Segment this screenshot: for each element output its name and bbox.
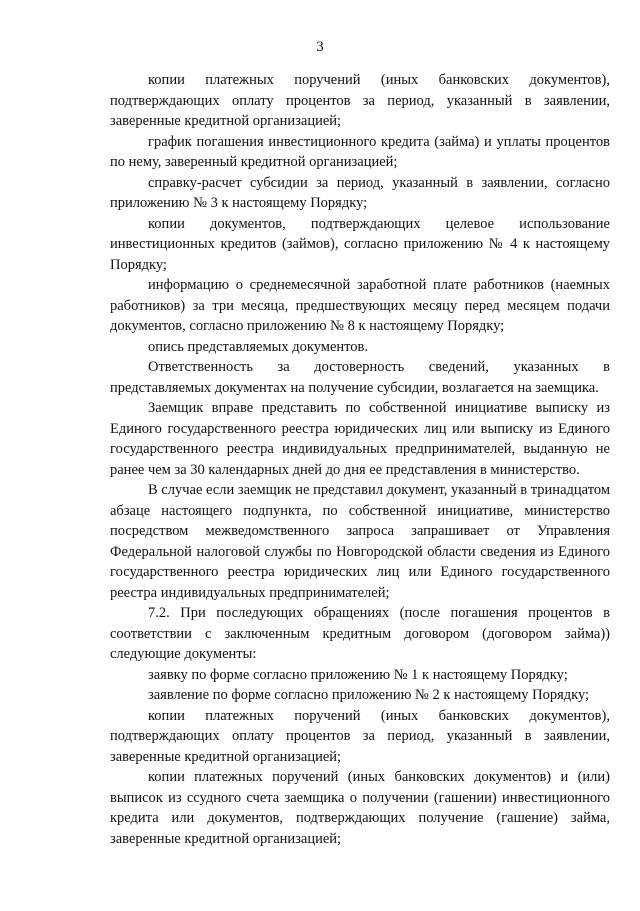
paragraph-section-7-2: 7.2. При последующих обращениях (после погашения процентов в соответствии с заключенным кредитным договором (договором займа)) следующие документы: <box>110 605 610 662</box>
paragraph-loan-account-extracts: копии платежных поручений (иных банковских документов) и (или) выписок из ссудного счета заемщика о получении (гашении) инвестиционного кредита или документов, подтверждающих получение (гашение) займа, заверенные кредитной организацией; <box>110 769 610 847</box>
paragraph-interagency-request: В случае если заемщик не представил документ, указанный в тринадцатом абзаце настоящего подпункта, по собственной инициативе, министерство посредством межведомственного запроса запрашивает от Управления Федеральной налоговой службы по Новгородской области сведения из Единого государственного реестра юридических лиц или Единого государственного реестра индивидуальных предпринимателей; <box>110 482 610 601</box>
page-number: 3 <box>316 39 324 55</box>
page-body <box>110 70 610 849</box>
paragraph-payment-orders-copies-repeat: копии платежных поручений (иных банковских документов), подтверждающих оплату процентов за период, указанный в заявлении, заверенные кредитной организацией; <box>110 707 610 765</box>
paragraph-application-form: заявку по форме согласно приложению № 1 к настоящему Порядку; <box>148 666 568 683</box>
paragraph-subsidy-calculation: справку-расчет субсидии за период, указанный в заявлении, согласно приложению № 3 к настоящему Порядку; <box>110 174 610 211</box>
paragraph-responsibility: Ответственность за достоверность сведений, указанных в представляемых документах на получение субсидии, возлагается на заемщика. <box>110 359 610 396</box>
paragraph-repayment-schedule: график погашения инвестиционного кредита (займа) и уплаты процентов по нему, заверенный кредитной организацией; <box>110 133 610 170</box>
paragraph-documents-inventory: опись представляемых документов. <box>148 338 369 355</box>
paragraph-registry-extract-right: Заемщик вправе представить по собственной инициативе выписку из Единого государственного реестра юридических лиц или выписку из Единого государственного реестра индивидуальных предпринимателей, выданную не ранее чем за 30 календарных дней до дня ее представления в министерство. <box>110 400 610 478</box>
paragraph-payment-orders-copies: копии платежных поручений (иных банковских документов), подтверждающих оплату процентов за период, указанный в заявлении, заверенные кредитной организацией; <box>110 72 610 129</box>
paragraph-target-use-documents: копии документов, подтверждающих целевое использование инвестиционных кредитов (займов), согласно приложению № 4 к настоящему Порядку; <box>110 215 610 273</box>
paragraph-average-salary-info: информацию о среднемесячной заработной плате работников (наемных работников) за три месяца, предшествующих месяцу перед месяцем подачи документов, согласно приложению № 8 к настоящему Порядку; <box>110 277 610 334</box>
paragraph-statement-form: заявление по форме согласно приложению № 2 к настоящему Порядку; <box>148 687 590 703</box>
